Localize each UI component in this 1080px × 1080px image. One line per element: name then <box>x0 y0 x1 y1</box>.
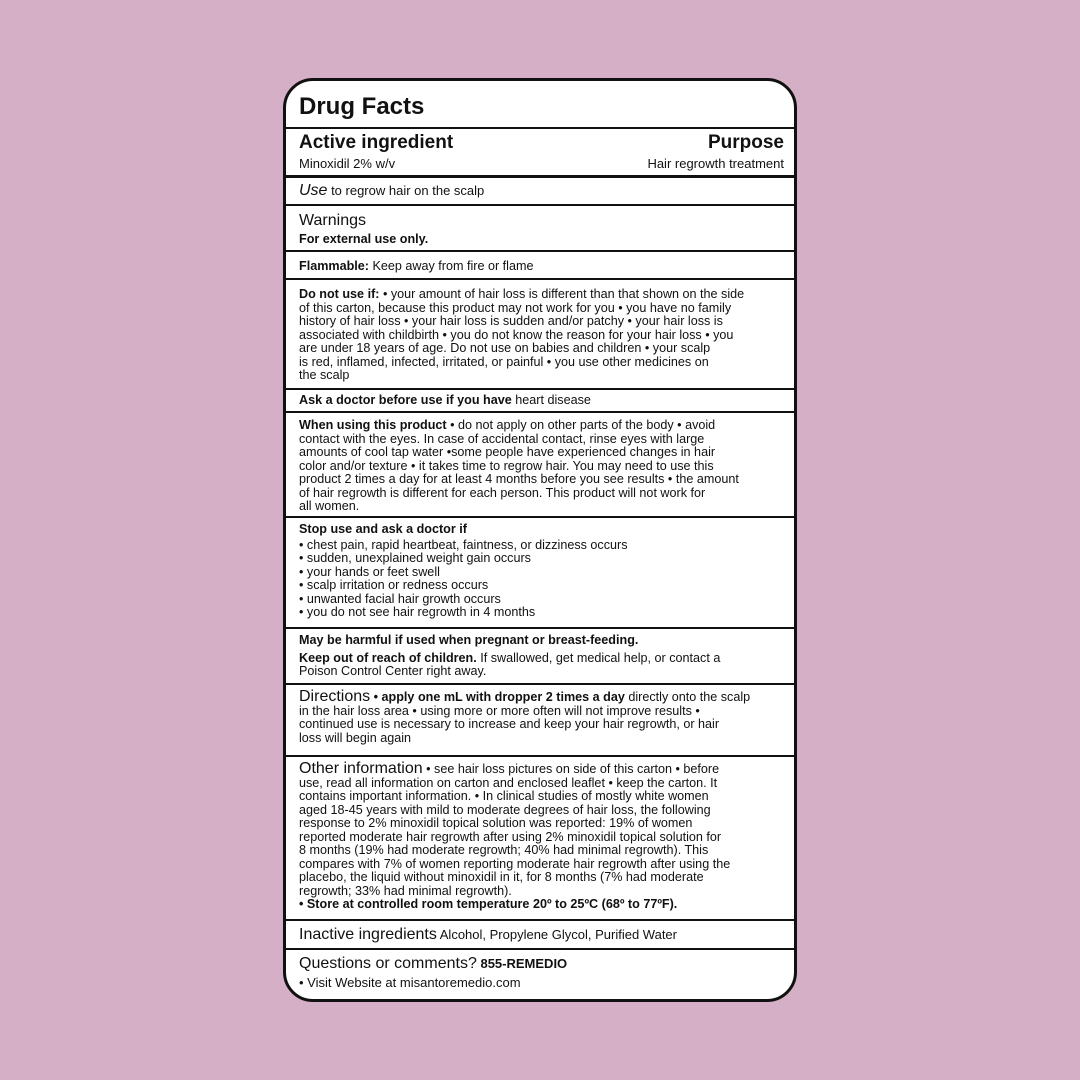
use-text: to regrow hair on the scalp <box>327 183 485 198</box>
ask-doctor-section <box>286 390 794 413</box>
directions-line: in the hair loss area • using more or more often will not improve results • <box>299 703 700 718</box>
active-ingredient-section <box>286 129 794 178</box>
do-not-use-line: of this carton, because this product may not work for you • you have no family <box>299 300 732 315</box>
directions-line: continued use is necessary to increase and keep your hair regrowth, or hair <box>299 717 720 731</box>
flammable-text: Keep away from fire or flame <box>369 259 534 273</box>
when-using-line: contact with the eyes. In case of accidental contact, rinse eyes with large <box>299 431 705 446</box>
questions-website: • Visit Website at misantoremedio.com <box>299 975 521 990</box>
directions-bold: • apply one mL with dropper 2 times a day <box>370 690 625 704</box>
stop-use-item: • unwanted facial hair growth occurs <box>299 591 501 606</box>
directions-label: Directions <box>299 688 371 705</box>
when-using-label: When using this product <box>299 418 447 432</box>
other-info-line: placebo, the liquid without minoxidil in it, for 8 months (7% had moderate <box>299 870 704 884</box>
stop-use-item: • your hands or feet swell <box>299 564 440 579</box>
do-not-use-line: the scalp <box>299 368 350 382</box>
page-title: Drug Facts <box>299 93 425 120</box>
purpose-value: Hair regrowth treatment <box>647 156 784 171</box>
when-using-section <box>286 413 794 518</box>
stop-use-section <box>286 518 794 629</box>
pregnancy-warning: May be harmful if used when pregnant or breast-feeding. <box>299 633 639 647</box>
ask-doctor-label: Ask a doctor before use if you have <box>299 393 512 407</box>
when-using-line: of hair regrowth is different for each person. This product will not work for <box>299 485 706 500</box>
stop-use-item: • sudden, unexplained weight gain occurs <box>299 551 531 565</box>
do-not-use-line: associated with childbirth • you do not know the reason for your hair loss • you <box>299 327 734 342</box>
do-not-use-line: • your amount of hair loss is different than that shown on the side <box>379 287 745 301</box>
use-label: Use <box>299 182 328 199</box>
directions-section <box>286 685 794 757</box>
pregnancy-section <box>286 629 794 685</box>
other-info-label: Other information <box>299 760 423 777</box>
when-using-line: color and/or texture • it takes time to regrow hair. You may need to use this <box>299 458 714 473</box>
inactive-ingredients-section <box>286 921 794 950</box>
other-info-line: use, read all information on carton and enclosed leaflet • keep the carton. It <box>299 775 718 790</box>
external-use-warning: For external use only. <box>299 232 429 246</box>
inactive-ingredients-text: Alcohol, Propylene Glycol, Purified Water <box>436 927 677 942</box>
do-not-use-label: Do not use if: <box>299 287 380 301</box>
do-not-use-line: is red, inflamed, infected, irritated, or painful • you use other medicines on <box>299 354 709 369</box>
stop-use-item: • chest pain, rapid heartbeat, faintness, or dizziness occurs <box>299 537 628 552</box>
warnings-heading: Warnings <box>299 212 366 229</box>
other-info-line: contains important information. • In clinical studies of mostly white women <box>299 789 709 803</box>
questions-label: Questions or comments? <box>299 955 477 972</box>
directions-line: loss will begin again <box>299 730 412 745</box>
when-using-line: amounts of cool tap water •some people have experienced changes in hair <box>299 445 716 459</box>
purpose-heading: Purpose <box>707 132 784 153</box>
use-section <box>286 178 794 206</box>
do-not-use-line: history of hair loss • your hair loss is sudden and/or patchy • your hair loss is <box>299 314 723 328</box>
when-using-line: all women. <box>299 499 360 513</box>
stop-use-item: • you do not see hair regrowth in 4 months <box>299 605 536 619</box>
keep-out-text: If swallowed, get medical help, or contact a <box>476 650 721 665</box>
directions-line: directly onto the scalp <box>624 690 751 704</box>
do-not-use-line: are under 18 years of age. Do not use on babies and children • your scalp <box>299 341 711 355</box>
stop-use-item: • scalp irritation or redness occurs <box>299 578 489 592</box>
other-info-line: compares with 7% of women reporting moderate hair regrowth after using the <box>299 856 731 871</box>
inactive-ingredients-label: Inactive ingredients <box>299 926 437 943</box>
other-info-line: response to 2% minoxidil topical solution was reported: 19% of women <box>299 816 693 830</box>
drug-facts-panel <box>283 78 797 1002</box>
other-info-section <box>286 757 794 921</box>
do-not-use-section <box>286 280 794 390</box>
ask-doctor-text: heart disease <box>511 393 591 407</box>
keep-out-label: Keep out of reach of children. <box>299 650 477 665</box>
stop-use-label: Stop use and ask a doctor if <box>299 522 467 536</box>
title-section <box>286 81 794 129</box>
other-info-line: 8 months (19% had moderate regrowth; 40% had minimal regrowth). This <box>299 843 709 857</box>
keep-out-text-2: Poison Control Center right away. <box>299 664 487 678</box>
active-ingredient-value: Minoxidil 2% w/v <box>299 156 396 171</box>
storage-instruction: • Store at controlled room temperature 20º to 25ºC (68º to 77ºF). <box>299 897 678 911</box>
other-info-line: reported moderate hair regrowth after using 2% minoxidil topical solution for <box>299 829 722 844</box>
when-using-line: • do not apply on other parts of the body • avoid <box>446 418 716 432</box>
when-using-line: product 2 times a day for at least 4 months before you see results • the amount <box>299 472 739 486</box>
other-info-line: regrowth; 33% had minimal regrowth). <box>299 883 512 898</box>
warnings-section <box>286 206 794 252</box>
flammable-section <box>286 252 794 280</box>
active-ingredient-heading: Active ingredient <box>299 132 454 153</box>
flammable-label: Flammable: <box>299 259 369 273</box>
questions-section <box>286 950 794 999</box>
other-info-line: • see hair loss pictures on side of this carton • before <box>422 762 720 776</box>
questions-phone: 855-REMEDIO <box>476 956 568 971</box>
other-info-line: aged 18-45 years with mild to moderate degrees of hair loss, the following <box>299 802 711 817</box>
